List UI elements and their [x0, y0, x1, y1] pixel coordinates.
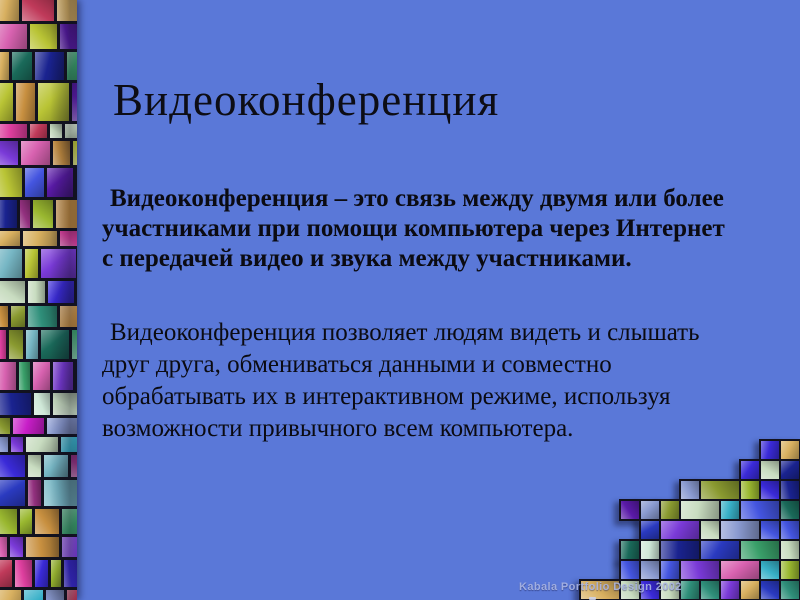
mosaic-tile	[10, 537, 23, 557]
mosaic-tile	[28, 281, 45, 303]
mosaic-tile	[0, 560, 12, 587]
mosaic-tile	[779, 579, 800, 600]
mosaic-tile	[759, 559, 781, 581]
mosaic-tile	[0, 437, 8, 452]
mosaic-tile	[659, 539, 701, 561]
mosaic-tile	[759, 579, 781, 600]
mosaic-tile	[16, 83, 35, 121]
mosaic-tile	[0, 418, 10, 434]
mosaic-tile	[26, 330, 38, 359]
mosaic-tile	[719, 579, 741, 600]
mosaic-tile	[71, 455, 77, 477]
mosaic-tile	[53, 393, 77, 415]
mosaic-tile	[62, 509, 77, 534]
mosaic-tile	[20, 200, 30, 228]
mosaic-tile	[739, 499, 781, 521]
mosaic-tile	[35, 560, 48, 587]
mosaic-tile	[30, 24, 57, 49]
mosaic-tile	[24, 590, 43, 600]
mosaic-tile	[28, 480, 41, 506]
mosaic-tile	[41, 249, 76, 278]
mosaic-tile	[15, 560, 32, 587]
description-paragraph	[102, 317, 699, 445]
mosaic-tile	[659, 499, 681, 521]
mosaic-tile	[67, 590, 77, 600]
mosaic-tile	[28, 455, 41, 477]
mosaic-tile	[0, 590, 21, 600]
mosaic-tile	[26, 437, 58, 452]
mosaic-tile	[73, 141, 77, 165]
mosaic-tile	[639, 499, 661, 521]
mosaic-tile	[719, 519, 761, 541]
mosaic-tile	[739, 459, 761, 481]
text-line: друг друга, обмениваться данными и совместно	[102, 351, 612, 378]
design-credit: Kabala Portfolio Design 2002	[519, 581, 682, 593]
mosaic-tile	[25, 249, 38, 278]
mosaic-tile	[44, 480, 77, 506]
text-line: с передачей видео и звука между участниками.	[102, 245, 632, 272]
mosaic-tile	[72, 330, 77, 359]
mosaic-tile	[57, 0, 77, 21]
mosaic-tile	[53, 362, 73, 390]
mosaic-tile	[56, 200, 77, 228]
mosaic-tile	[33, 200, 53, 228]
definition-paragraph	[102, 184, 725, 274]
mosaic-tile	[679, 559, 721, 581]
mosaic-tile	[28, 306, 57, 327]
left-mosaic-strip	[0, 0, 77, 600]
mosaic-tile	[67, 52, 77, 80]
mosaic-tile	[639, 539, 661, 561]
mosaic-tile	[33, 362, 50, 390]
mosaic-tile	[53, 141, 70, 165]
mosaic-tile	[0, 0, 19, 21]
mosaic-tile	[679, 499, 721, 521]
mosaic-tile	[0, 509, 17, 534]
mosaic-tile	[11, 437, 23, 452]
mosaic-tile	[23, 231, 57, 246]
mosaic-tile	[719, 499, 741, 521]
mosaic-tile	[20, 509, 32, 534]
mosaic-tile	[679, 479, 701, 501]
mosaic-tile	[0, 330, 6, 359]
mosaic-tile	[25, 168, 44, 197]
mosaic-tile	[779, 439, 800, 461]
mosaic-tile	[0, 249, 22, 278]
mosaic-tile	[0, 281, 25, 303]
text-line: возможности привычного всем компьютера.	[102, 415, 574, 442]
mosaic-tile	[0, 480, 25, 506]
mosaic-tile	[779, 519, 800, 541]
mosaic-tile	[61, 437, 77, 452]
mosaic-tile	[51, 560, 61, 587]
text-line: участниками при помощи компьютера через Интернет	[102, 215, 725, 242]
mosaic-tile	[35, 52, 64, 80]
mosaic-tile	[619, 499, 641, 521]
mosaic-tile	[47, 168, 73, 197]
mosaic-tile	[0, 231, 20, 246]
mosaic-tile	[779, 559, 800, 581]
mosaic-tile	[12, 52, 32, 80]
mosaic-tile	[759, 479, 781, 501]
mosaic-tile	[779, 499, 800, 521]
mosaic-tile	[9, 330, 23, 359]
mosaic-tile	[639, 519, 661, 541]
mosaic-tile	[759, 519, 781, 541]
mosaic-tile	[65, 124, 77, 138]
mosaic-tile	[0, 141, 18, 165]
mosaic-tile	[759, 439, 781, 461]
mosaic-tile	[0, 83, 13, 121]
mosaic-tile	[699, 539, 741, 561]
mosaic-tile	[72, 83, 77, 121]
mosaic-tile	[659, 519, 701, 541]
mosaic-tile	[0, 362, 16, 390]
mosaic-tile	[0, 455, 25, 477]
mosaic-tile	[699, 579, 721, 600]
mosaic-tile	[739, 539, 781, 561]
mosaic-tile	[46, 590, 64, 600]
mosaic-tile	[739, 579, 761, 600]
mosaic-tile	[0, 168, 22, 197]
mosaic-tile	[719, 559, 761, 581]
mosaic-tile	[639, 559, 661, 581]
corner-mosaic	[580, 440, 800, 600]
mosaic-tile	[0, 200, 17, 228]
mosaic-tile	[0, 24, 27, 49]
mosaic-tile	[13, 418, 44, 434]
mosaic-tile	[0, 306, 8, 327]
mosaic-tile	[699, 519, 721, 541]
mosaic-tile	[30, 124, 47, 138]
mosaic-tile	[60, 24, 77, 49]
mosaic-tile	[21, 141, 50, 165]
slide-title: Видеоконференция	[113, 75, 500, 125]
mosaic-tile	[779, 479, 800, 501]
mosaic-tile	[48, 281, 74, 303]
text-line: Видеоконференция – это связь между двумя или более	[110, 185, 724, 212]
mosaic-tile	[0, 537, 7, 557]
mosaic-tile	[0, 124, 27, 138]
mosaic-tile	[22, 0, 54, 21]
mosaic-tile	[679, 579, 701, 600]
mosaic-tile	[779, 459, 800, 481]
mosaic-tile	[41, 330, 69, 359]
mosaic-tile	[44, 455, 68, 477]
mosaic-tile	[35, 509, 59, 534]
mosaic-tile	[699, 479, 741, 501]
text-line: Видеоконференция позволяет людям видеть и слышать	[110, 319, 700, 346]
mosaic-tile	[0, 393, 31, 415]
mosaic-tile	[659, 559, 681, 581]
mosaic-tile	[62, 537, 77, 557]
mosaic-tile	[47, 418, 77, 434]
mosaic-tile	[26, 537, 59, 557]
mosaic-tile	[19, 362, 30, 390]
mosaic-tile	[11, 306, 25, 327]
mosaic-tile	[619, 539, 641, 561]
mosaic-tile	[0, 52, 9, 80]
text-line: обрабатывать их в интерактивном режиме, используя	[102, 383, 671, 410]
mosaic-tile	[759, 459, 781, 481]
mosaic-tile	[619, 559, 641, 581]
mosaic-tile	[64, 560, 77, 587]
mosaic-tile	[34, 393, 50, 415]
mosaic-tile	[739, 479, 761, 501]
mosaic-tile	[50, 124, 62, 138]
mosaic-tile	[38, 83, 69, 121]
mosaic-tile	[60, 231, 77, 246]
mosaic-tile	[60, 306, 77, 327]
mosaic-tile	[779, 539, 800, 561]
